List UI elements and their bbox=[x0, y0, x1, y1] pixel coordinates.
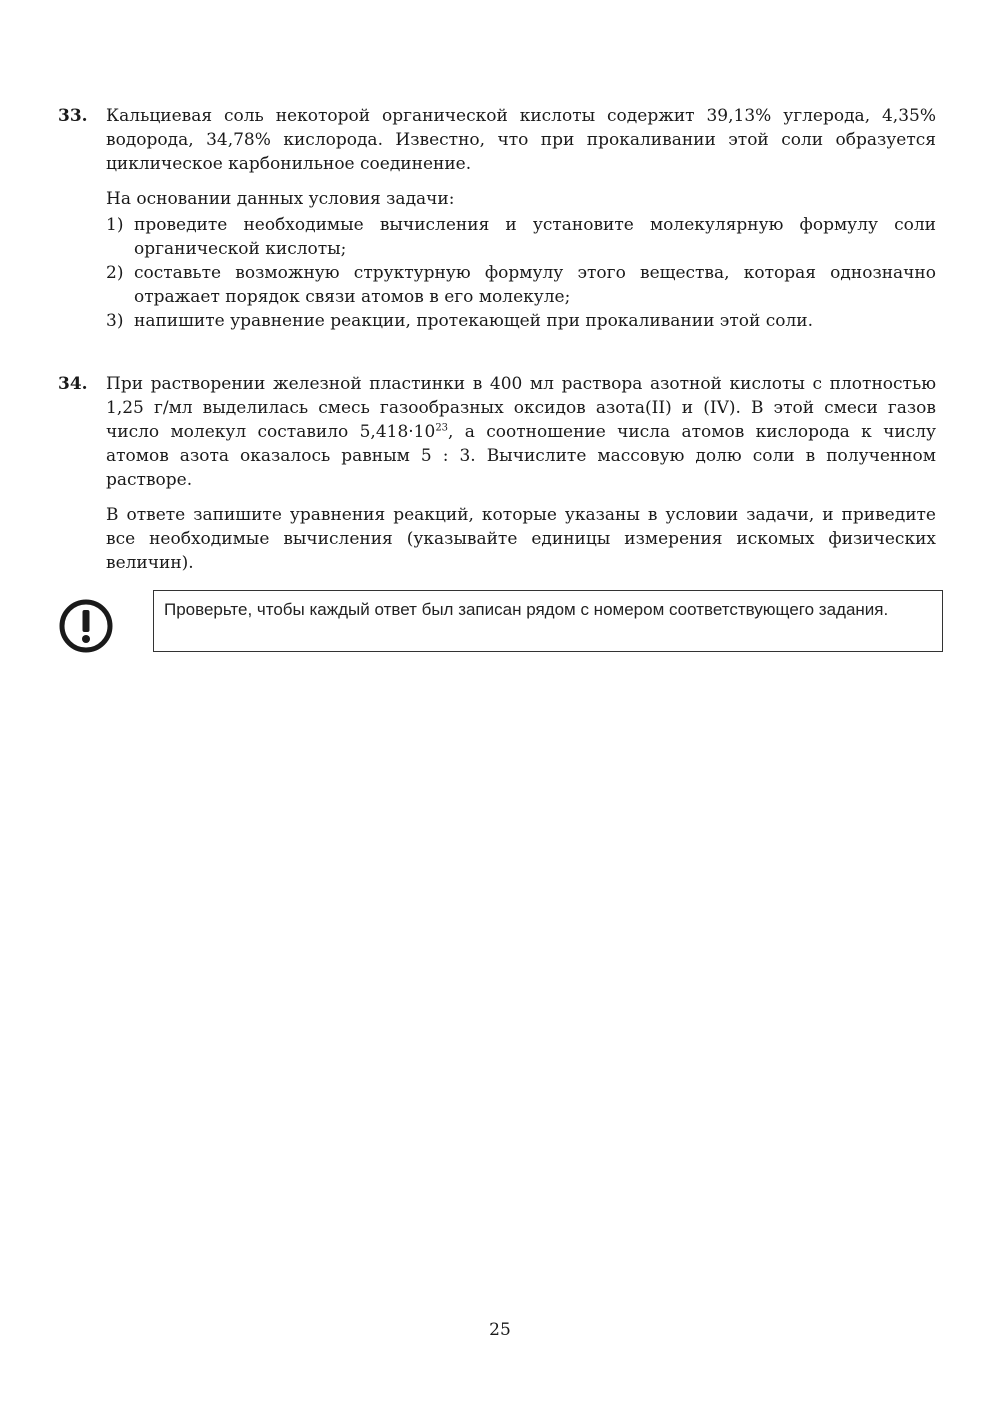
notice-text: Проверьте, чтобы каждый ответ был записан рядом с номером соответствующего задания. bbox=[153, 590, 943, 652]
list-item-text: составьте возможную структурную формулу этого вещества, которая однозначно отражает порядок связи атомов в его молекуле; bbox=[134, 263, 936, 307]
task-steps bbox=[106, 213, 936, 333]
statement-part-a: При растворении железной пластинки в 400 мл раствора азотной кислоты с плотностью 1,25 г/мл выделилась смесь газообразных оксидов азота(II) и (IV). В этой смеси газов число молекул составило 5,418·10 bbox=[106, 374, 936, 442]
task-intro: Кальциевая соль некоторой органической кислоты содержит 39,13% углерода, 4,35% водорода, 34,78% кислорода. Известно, что при прокаливании этой соли образуется циклическое карбонильное соединение. bbox=[106, 106, 936, 174]
task-instruction: В ответе запишите уравнения реакций, которые указаны в условии задачи, и приведите все необходимые вычисления (указывайте единицы измерения искомых физических величин). bbox=[106, 505, 936, 573]
task-body bbox=[106, 372, 936, 575]
task-number: 33. bbox=[58, 106, 88, 126]
list-item-number: 2) bbox=[106, 263, 124, 283]
list-item bbox=[106, 261, 936, 309]
task-34 bbox=[58, 372, 938, 586]
task-statement bbox=[106, 372, 936, 492]
statement-part-b: , а соотношение числа атомов кислорода к числу атомов азота оказалось равным 5 : 3. Вычислите массовую долю соли в полученном растворе. bbox=[106, 422, 936, 490]
list-item-text: напишите уравнение реакции, протекающей при прокаливании этой соли. bbox=[134, 311, 813, 331]
exponent: 23 bbox=[435, 422, 449, 434]
task-lead: На основании данных условия задачи: bbox=[106, 189, 455, 209]
task-number: 34. bbox=[58, 374, 88, 394]
page-number: 25 bbox=[489, 1320, 511, 1340]
task-body bbox=[106, 104, 936, 333]
list-item-number: 3) bbox=[106, 311, 124, 331]
notice-block bbox=[58, 590, 938, 654]
list-item bbox=[106, 213, 936, 261]
exclamation-circle-icon bbox=[58, 598, 118, 658]
list-item-text: проведите необходимые вычисления и установите молекулярную формулу соли органической кислоты; bbox=[134, 215, 936, 259]
list-item-number: 1) bbox=[106, 215, 124, 235]
task-33 bbox=[58, 104, 938, 333]
list-item bbox=[106, 309, 936, 333]
